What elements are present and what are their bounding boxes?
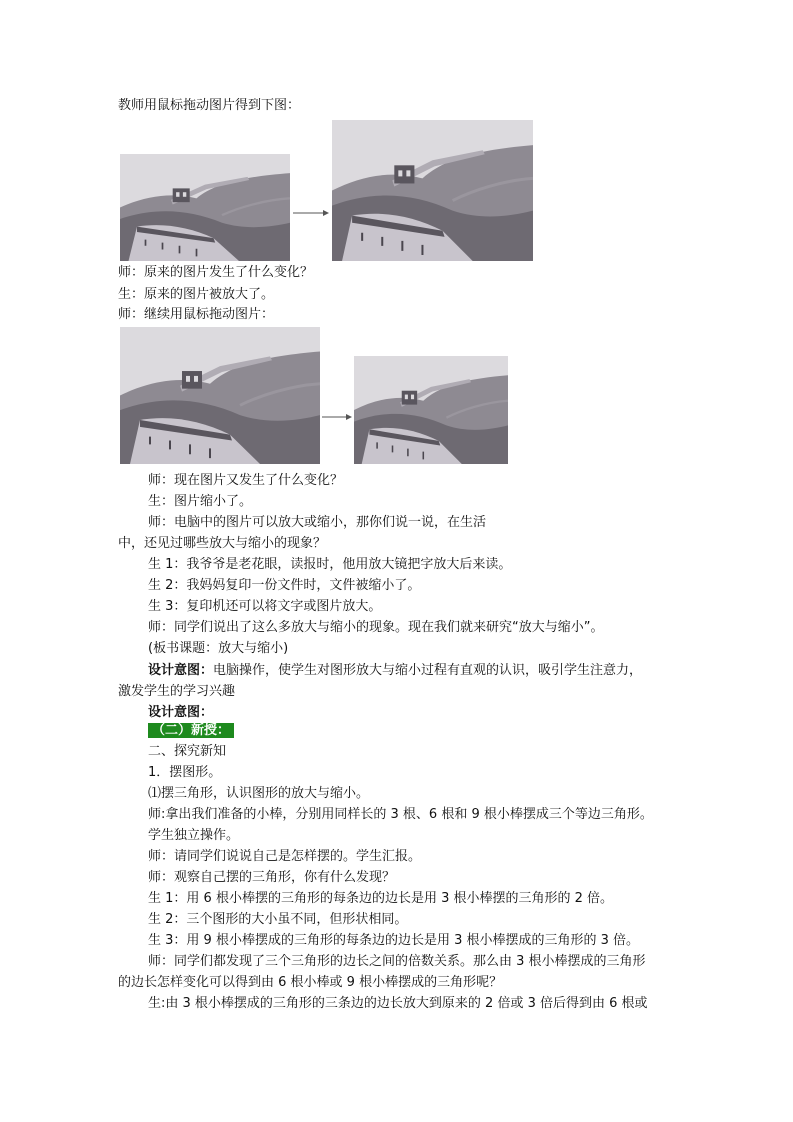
great-wall-photo-original	[120, 327, 320, 464]
design-intent-label: 设计意图：	[148, 705, 214, 720]
design-intent-cont: 激发学生的学习兴趣	[118, 684, 236, 699]
teacher-line-cont: 的边长怎样变化可以得到由 6 根小棒或 9 根小棒摆成的三角形呢？	[118, 975, 503, 990]
teacher-line: 师：电脑中的图片可以放大或缩小，那你们说一说，在生活	[148, 515, 487, 530]
student-line: 生 1：用 6 根小棒摆的三角形的每条边的边长是用 3 根小棒摆的三角形的 2 倍。	[148, 891, 614, 906]
teacher-line: 师：请同学们说说自己是怎样摆的。学生汇报。	[148, 849, 422, 864]
student-line: 生 2：三个图形的大小虽不同，但形状相同。	[148, 912, 408, 927]
teacher-line: 师:拿出我们准备的小棒，分别用同样长的 3 根、6 根和 9 根小棒摆成三个等边三角形。	[148, 807, 653, 822]
teacher-line: 师：继续用鼠标拖动图片：	[118, 307, 275, 322]
arrow-right-icon	[322, 410, 352, 425]
section-heading-highlight	[148, 722, 234, 740]
teacher-line-cont: 中，还见过哪些放大与缩小的现象？	[118, 536, 327, 551]
intro-line: 教师用鼠标拖动图片得到下图：	[118, 98, 301, 113]
teacher-line: 师：同学们说出了这么多放大与缩小的现象。现在我们就来研究“放大与缩小”。	[148, 620, 604, 635]
great-wall-image	[332, 120, 533, 261]
student-line: 生 1：我爷爷是老花眼，读报时，他用放大镜把字放大后来读。	[148, 557, 512, 572]
great-wall-photo-reduced	[354, 356, 508, 464]
great-wall-photo-original	[120, 154, 290, 261]
student-line: 生 2：我妈妈复印一份文件时，文件被缩小了。	[148, 578, 421, 593]
design-intent-label: 设计意图：	[148, 663, 214, 678]
student-line: 生：原来的图片被放大了。	[118, 287, 275, 302]
student-line: 生:由 3 根小棒摆成的三角形的三条边的边长放大到原来的 2 倍或 3 倍后得到由 6 根或	[148, 996, 648, 1011]
teacher-line: 师：现在图片又发生了什么变化？	[148, 473, 344, 488]
teacher-line: 师：同学们都发现了三个三角形的边长之间的倍数关系。那么由 3 根小棒摆成的三角形	[148, 954, 646, 969]
student-line: 生 3：用 9 根小棒摆成的三角形的每条边的边长是用 3 根小棒摆成的三角形的 3 倍。	[148, 933, 640, 948]
design-intent-line	[148, 662, 642, 680]
student-activity: 学生独立操作。	[148, 828, 240, 843]
section-heading: 二、探究新知	[148, 744, 227, 759]
design-intent-text: 电脑操作，使学生对图形放大与缩小过程有直观的认识，吸引学生注意力，	[213, 663, 643, 678]
new-lesson-heading: （二）新授：	[148, 723, 234, 738]
arrow-right-icon	[293, 206, 329, 221]
teacher-line: 师：原来的图片发生了什么变化？	[118, 265, 314, 280]
subsection-heading: 1．摆图形。	[148, 765, 222, 780]
student-line: 生：图片缩小了。	[148, 494, 253, 509]
teacher-line: 师：观察自己摆的三角形，你有什么发现？	[148, 870, 396, 885]
student-line: 生 3：复印机还可以将文字或图片放大。	[148, 599, 382, 614]
great-wall-image	[120, 154, 290, 261]
great-wall-image	[354, 356, 508, 464]
board-title-note: (板书课题：放大与缩小)	[148, 641, 289, 656]
activity-title: ⑴摆三角形，认识图形的放大与缩小。	[148, 786, 370, 801]
great-wall-photo-enlarged	[332, 120, 533, 261]
great-wall-image	[120, 327, 320, 464]
